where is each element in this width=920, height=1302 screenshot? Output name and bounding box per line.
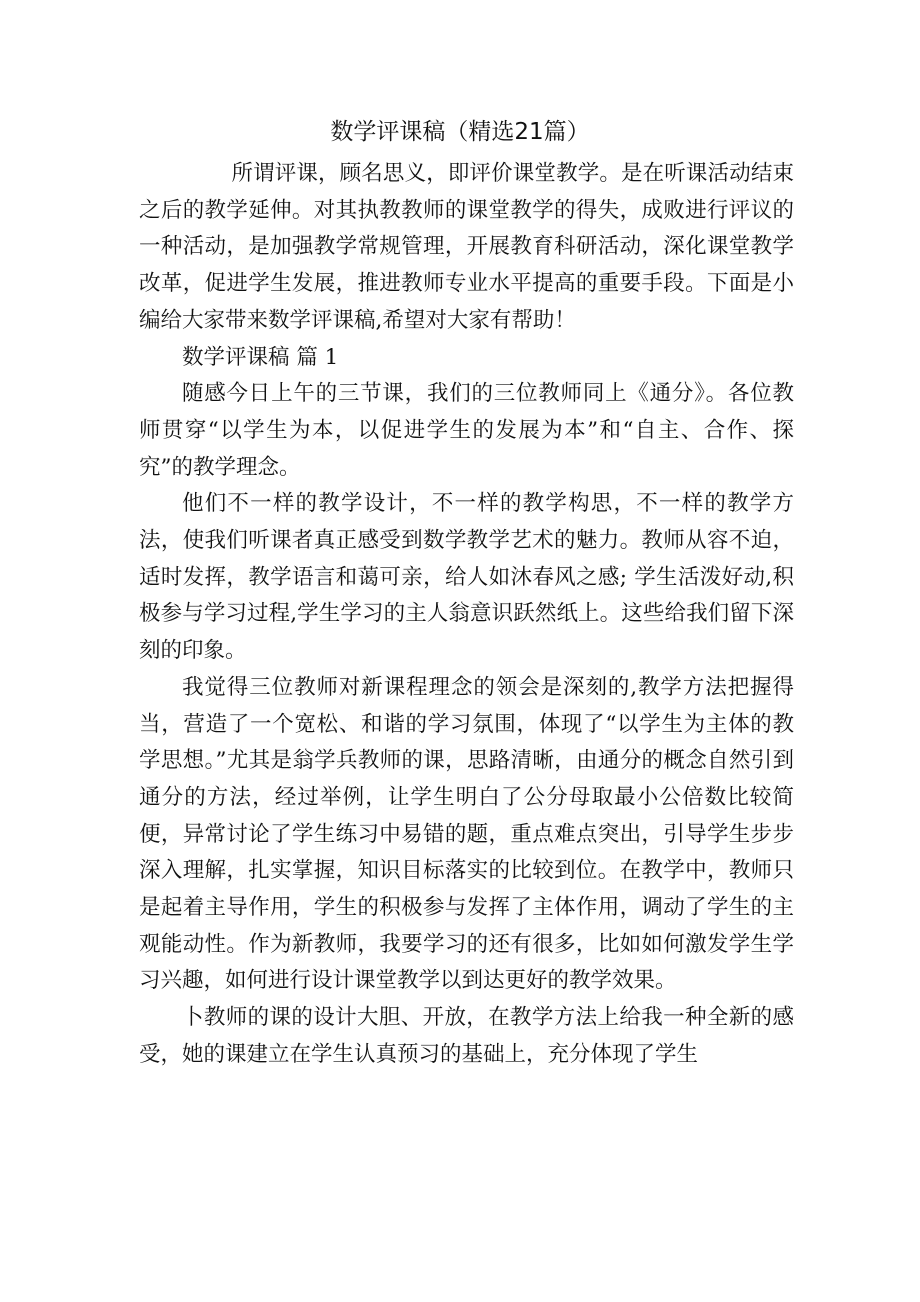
body-paragraph-2: 他们不一样的教学设计，不一样的教学构思，不一样的教学方法，使我们听课者真正感受到数学教学艺术的魅力。教师从容不迫，适时发挥，教学语言和蔼可亲，给人如沐春风之感; 学生活泼好动,积极参与学习过程,学生学习的主人翁意识跃然纸上。这些给我们留下深刻的印象。 [139, 491, 794, 664]
body-paragraph-4: 卜教师的课的设计大胆、开放，在教学方法上给我一种全新的感受，她的课建立在学生认真预习的基础上，充分体现了学生 [139, 1005, 794, 1067]
section-heading: 数学评课稿 篇 1 [182, 344, 339, 370]
intro-paragraph: 所谓评课，顾名思义，即评价课堂教学。是在听课活动结束之后的教学延伸。对其执教教师的课堂教学的得失，成败进行评议的一种活动，是加强教学常规管理，开展教育科研活动，深化课堂教学改革，促进学生发展，推进教师专业水平提高的重要手段。下面是小编给大家带来数学评课稿,希望对大家有帮助！ [139, 161, 794, 333]
body-paragraph-1: 随感今日上午的三节课，我们的三位教师同上《通分》。各位教师贯穿“以学生为本，以促进学生的发展为本”和“自主、合作、探究”的教学理念。 [139, 381, 794, 480]
body-paragraph-3: 我觉得三位教师对新课程理念的领会是深刻的,教学方法把握得当，营造了一个宽松、和谐的学习氛围，体现了“以学生为主体的教学思想。”尤其是翁学兵教师的课，思路清晰，由通分的概念自然引到通分的方法，经过举例，让学生明白了公分母取最小公倍数比较简便，异常讨论了学生练习中易错的题，重点难点突出，引导学生步步深入理解，扎实掌握，知识目标落实的比较到位。在教学中，教师只是起着主导作用，学生的积极参与发挥了主体作用，调动了学生的主观能动性。作为新教师，我要学习的还有很多，比如如何激发学生学习兴趣，如何进行设计课堂教学以到达更好的教学效果。 [139, 674, 794, 994]
document-title: 数学评课稿（精选21篇） [330, 119, 590, 145]
document-body [139, 156, 794, 1074]
